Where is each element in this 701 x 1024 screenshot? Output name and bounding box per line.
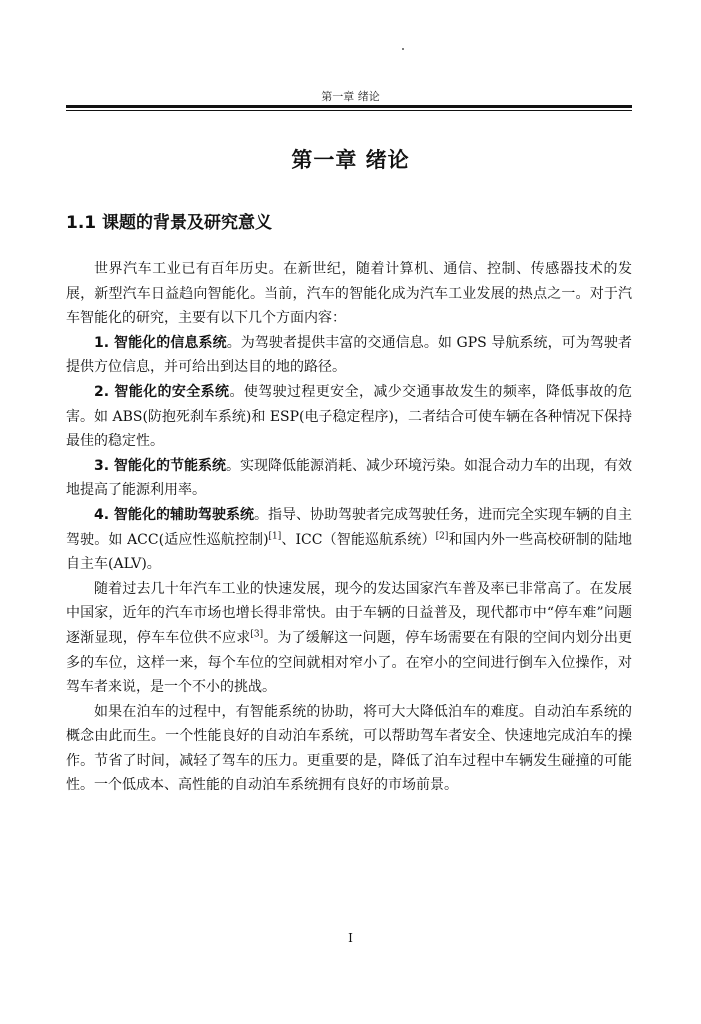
citation-3: [3] xyxy=(250,629,264,640)
scan-speck xyxy=(402,48,404,50)
item-1-text: 。为驾驶者提供丰富的交通信息。如 GPS 导航系统，可为驾驶者提供方位信息，并可给出到达目的地的路径。 xyxy=(66,334,633,376)
paragraph-5 xyxy=(66,577,632,700)
paragraph-item-4 xyxy=(66,503,632,577)
paragraph-intro: 世界汽车工业已有百年历史。在新世纪，随着计算机、通信、控制、传感器技术的发展，新型汽车日益趋向智能化。当前，汽车的智能化成为汽车工业发展的热点之一。对于汽车智能化的研究，主要有以下几个方面内容： xyxy=(66,261,632,327)
item-4-text-c: 和国内外一些高校研制的陆地自主车(ALV)。 xyxy=(66,531,632,573)
item-4-label: 4. 智能化的辅助驾驶系统 xyxy=(94,506,254,523)
item-3-text: 。实现降低能源消耗、减少环境污染。如混合动力车的出现，有效地提高了能源利用率。 xyxy=(66,457,632,499)
citation-1: [1] xyxy=(268,530,282,541)
item-2-label: 2. 智能化的安全系统 xyxy=(94,383,230,400)
paragraph-item-3 xyxy=(66,454,632,503)
page-number: I xyxy=(348,931,353,945)
paragraph-5-text-b: 。为了缓解这一问题，停车场需要在有限的空间内划分出更多的车位，这样一来，每个车位的空间就相对窄小了。在窄小的空间进行倒车入位操作，对驾车者来说，是一个不小的挑战。 xyxy=(66,629,633,696)
paragraph-item-2 xyxy=(66,380,632,454)
header-rule-thick xyxy=(66,105,632,108)
item-4-text-b: 、ICC（智能巡航系统） xyxy=(281,531,436,548)
running-header: 第一章 绪论 xyxy=(321,90,380,103)
header-rule-thin xyxy=(66,110,632,111)
paragraph-item-1 xyxy=(66,331,632,380)
item-4-text-a: 。指导、协助驾驶者完成驾驶任务，进而完全实现车辆的自主驾驶。如 ACC(适应性巡航控制) xyxy=(66,506,632,548)
chapter-title: 第一章 绪论 xyxy=(291,148,410,172)
section-heading: 1.1 课题的背景及研究意义 xyxy=(66,213,273,233)
item-1-label: 1. 智能化的信息系统 xyxy=(94,334,227,351)
item-3-label: 3. 智能化的节能系统 xyxy=(94,457,226,474)
paragraph-5-text-a: 随着过去几十年汽车工业的快速发展，现今的发达国家汽车普及率已非常高了。在发展中国家，近年的汽车市场也增长得非常快。由于车辆的日益普及，现代都市中“停车难”问题逐渐显现，停车车位供不应求 xyxy=(66,580,632,646)
citation-2: [2] xyxy=(435,530,449,541)
paragraph-6: 如果在泊车的过程中，有智能系统的协助，将可大大降低泊车的难度。自动泊车系统的概念由此而生。一个性能良好的自动泊车系统，可以帮助驾车者安全、快速地完成泊车的操作。节省了时间，减轻了驾车的压力。更重要的是，降低了泊车过程中车辆发生碰撞的可能性。一个低成本、高性能的自动泊车系统拥有良好的市场前景。 xyxy=(66,703,632,794)
body-text xyxy=(66,257,632,798)
item-2-text: 。使驾驶过程更安全，减少交通事故发生的频率，降低事故的危害。如 ABS(防抱死刹车系统)和 ESP(电子稳定程序)，二者结合可使车辆在各种情况下保持最佳的稳定性。 xyxy=(66,383,632,450)
